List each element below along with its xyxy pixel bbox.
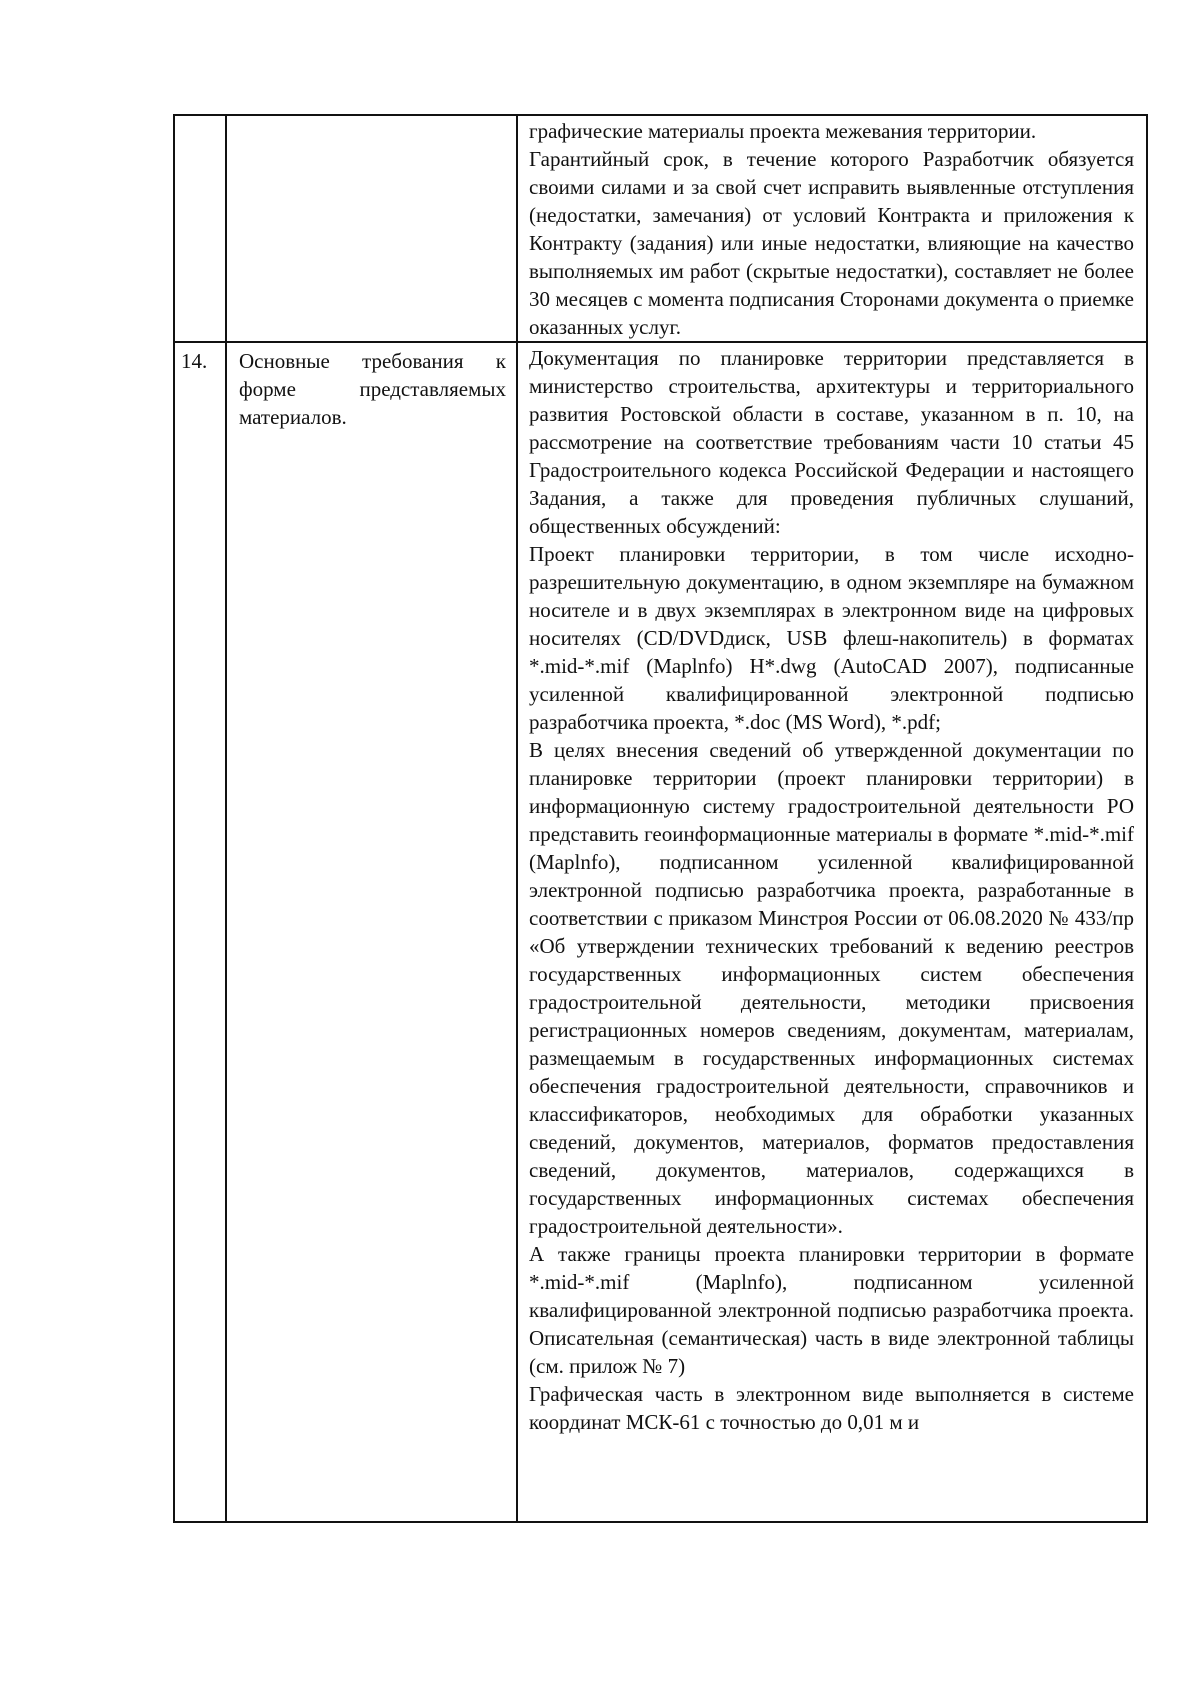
paragraph: графические материалы проекта межевания территории. xyxy=(529,119,1037,143)
paragraph: Гарантийный срок, в течение которого Разработчик обязуется своими силами и за свой счет исправить выявленные отступления (недостатки, замечания) от условий Контракта и приложения к Контракту (задания) или иные недостатки, влияющие на качество выполняемых им работ (скрытые недостатки), составляет не более 30 месяцев с момента подписания Сторонами документа о приемке оказанных услуг. xyxy=(529,147,1134,339)
paragraph: Документация по планировке территории представляется в министерство строительства, архитектуры и территориального развития Ростовской области в составе, указанном в п. 10, на рассмотрение на соответствие требованиям части 10 статьи 45 Градостроительного кодекса Российской Федерации и настоящего Задания, а также для проведения публичных слушаний, общественных обсуждений: xyxy=(529,346,1134,538)
row-name: Основные требования к форме представляемых материалов. xyxy=(239,349,506,429)
row-body-cell xyxy=(517,115,1147,342)
row-name-cell xyxy=(226,342,517,1522)
paragraph: Проект планировки территории, в том числе исходно-разрешительную документацию, в одном экземпляре на бумажном носителе и в двух экземплярах в электронном виде на цифровых носителях (CD/DVDдиск, USB флеш-накопитель) в форматах *.mid-*.mif (Maplnfo) H*.dwg (AutoCAD 2007), подписанные усиленной квалифицированной электронной подписью разработчика проекта, *.doc (MS Word), *.pdf; xyxy=(529,542,1134,734)
row-number: 14. xyxy=(181,349,208,373)
paragraph: В целях внесения сведений об утвержденной документации по планировке территории (проект планировки территории) в информационную систему градостроительной деятельности РО представить геоинформационные материалы в формате *.mid-*.mif (Maplnfo), подписанном усиленной квалифицированной электронной подписью разработчика проекта, разработанные в соответствии с приказом Минстроя России от 06.08.2020 № 433/пр «Об утверждении технических требований к ведению реестров государственных информационных систем обеспечения градостроительной деятельности, методики присвоения регистрационных номеров сведениям, документам, материалам, размещаемым в государственных информационных системах обеспечения градостроительной деятельности, справочников и классификаторов, необходимых для обработки указанных сведений, документов, материалов, форматов предоставления сведений, документов, материалов, содержащихся в государственных информационных системах обеспечения градостроительной деятельности». xyxy=(529,738,1134,1238)
row-name-cell xyxy=(226,115,517,342)
row-number-cell xyxy=(174,342,226,1522)
table-row-14 xyxy=(174,342,1147,1522)
paragraph: А также границы проекта планировки территории в формате *.mid-*.mif (Maplnfo), подписанном усиленной квалифицированной электронной подписью разработчика проекта. Описательная (семантическая) часть в виде электронной таблицы (см. прилож № 7) xyxy=(529,1242,1134,1378)
table-row-previous xyxy=(174,115,1147,342)
row-number-cell xyxy=(174,115,226,342)
requirements-table xyxy=(173,114,1148,1523)
paragraph: Графическая часть в электронном виде выполняется в системе координат МСК-61 с точностью до 0,01 м и xyxy=(529,1382,1134,1434)
row-body-cell xyxy=(517,342,1147,1522)
